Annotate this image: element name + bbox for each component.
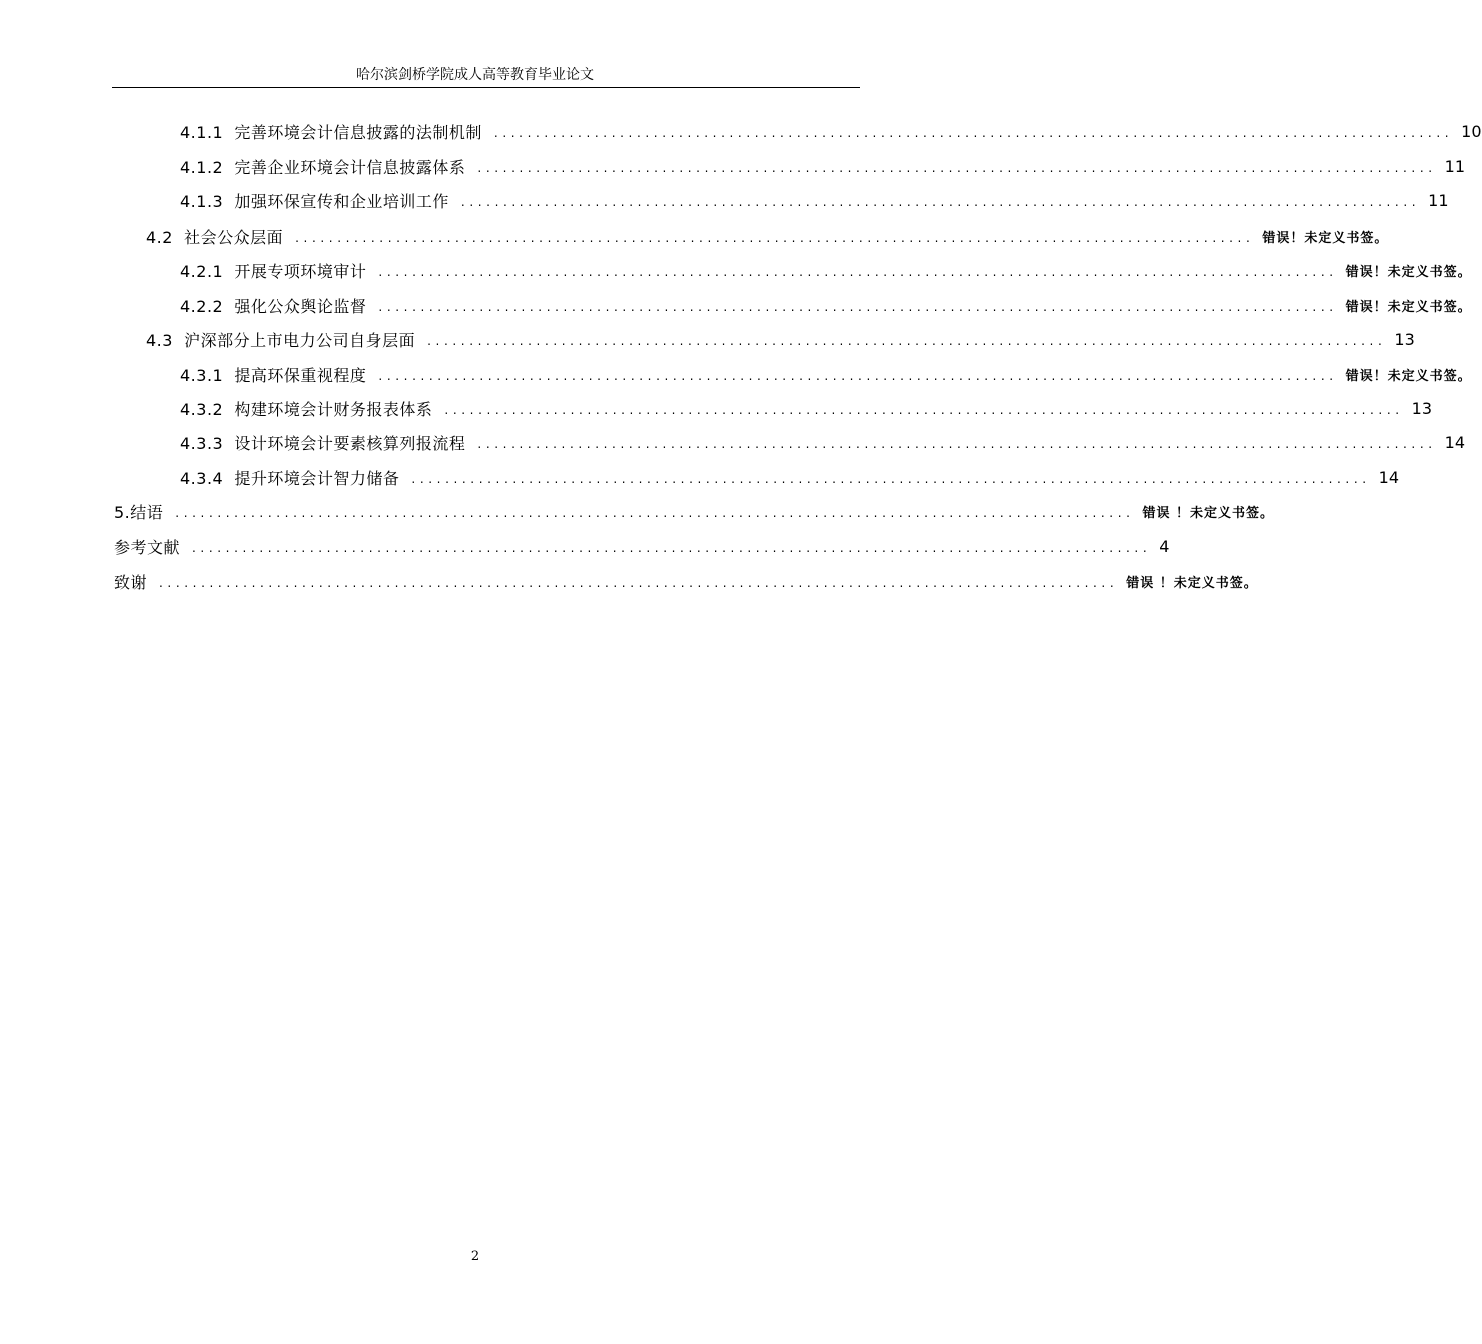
toc-entry-title — [146, 225, 283, 248]
toc-dot-leader: .................................................................................................................. — [192, 541, 1152, 555]
toc-entry-text: 构建环境会计财务报表体系 — [234, 399, 433, 419]
toc-entry-title — [180, 120, 482, 143]
toc-entry-page: 14 — [1444, 432, 1466, 452]
toc-entry-number: 4.3 — [146, 330, 173, 350]
toc-entry-text: 参考文献 — [114, 537, 181, 557]
toc-entry-4-3-2[interactable] — [180, 396, 1433, 420]
toc-entry-title — [180, 363, 366, 386]
toc-entry-title — [180, 259, 366, 282]
toc-dot-leader: .................................................................................................................. — [460, 195, 1421, 209]
toc-entry-page-error: 错误！未定义书签。 — [1345, 368, 1472, 384]
toc-dot-leader: .................................................................................................................. — [477, 161, 1437, 175]
toc-entry-number: 4.1.2 — [180, 157, 224, 177]
toc-dot-leader: .................................................................................................................. — [295, 231, 1255, 245]
toc-entry-title — [114, 535, 180, 558]
toc-entry-title — [114, 500, 163, 523]
toc-entry-text: 完善企业环境会计信息披露体系 — [234, 157, 466, 177]
toc-dot-leader: .................................................................................................................. — [477, 437, 1437, 451]
toc-entry-conclusion[interactable] — [114, 499, 1275, 523]
toc-entry-title — [180, 466, 399, 489]
toc-entry-text: 完善环境会计信息披露的法制机制 — [234, 122, 482, 142]
toc-entry-text: 致谢 — [114, 572, 148, 592]
toc-entry-text: 开展专项环境审计 — [234, 261, 367, 281]
toc-entry-4-2[interactable] — [146, 224, 1389, 248]
toc-entry-number: 4.2 — [146, 227, 173, 247]
toc-entry-page-error: 错误！未定义书签。 — [1345, 299, 1472, 315]
toc-entry-title — [180, 155, 465, 178]
toc-entry-4-1-2[interactable] — [180, 154, 1466, 178]
toc-entry-references[interactable] — [114, 534, 1170, 558]
toc-entry-title — [114, 570, 147, 593]
toc-entry-4-3-3[interactable] — [180, 430, 1466, 454]
toc-entry-text: 社会公众层面 — [184, 227, 284, 247]
table-of-contents — [0, 0, 1482, 620]
toc-entry-title — [180, 294, 366, 317]
toc-entry-text: 沪深部分上市电力公司自身层面 — [184, 330, 416, 350]
toc-entry-page-error: 错误 ！未定义书签。 — [1142, 505, 1275, 521]
toc-dot-leader: .................................................................................................................. — [444, 403, 1404, 417]
toc-entry-page-error: 错误！未定义书签。 — [1262, 230, 1389, 246]
page-number: 2 — [470, 1249, 480, 1264]
toc-entry-page: 4 — [1159, 536, 1170, 556]
toc-dot-leader: .................................................................................................................. — [378, 300, 1338, 314]
toc-entry-page: 10 — [1461, 121, 1482, 141]
toc-entry-4-2-1[interactable] — [180, 258, 1472, 282]
toc-entry-title — [180, 431, 465, 454]
toc-dot-leader: .................................................................................................................. — [493, 126, 1454, 140]
toc-entry-4-2-2[interactable] — [180, 293, 1472, 317]
toc-entry-title — [180, 189, 449, 212]
toc-dot-leader: .................................................................................................................. — [378, 369, 1338, 383]
toc-entry-number: 4.3.1 — [180, 365, 224, 385]
toc-entry-number: 4.1.3 — [180, 191, 224, 211]
toc-entry-4-1-3[interactable] — [180, 188, 1449, 212]
toc-entry-acknowledgements[interactable] — [114, 569, 1258, 593]
toc-dot-leader: .................................................................................................................. — [378, 265, 1338, 279]
toc-entry-number: 4.3.4 — [180, 468, 224, 488]
toc-dot-leader: .................................................................................................................. — [159, 576, 1119, 590]
toc-entry-page-error: 错误 ！未定义书签。 — [1126, 575, 1258, 591]
toc-entry-title — [180, 397, 432, 420]
toc-entry-number: 4.3.2 — [180, 399, 224, 419]
toc-entry-page: 13 — [1394, 329, 1415, 349]
toc-entry-4-3-1[interactable] — [180, 362, 1472, 386]
toc-entry-page: 11 — [1444, 156, 1466, 176]
toc-entry-number: 4.1.1 — [180, 122, 224, 142]
toc-entry-number: 4.2.1 — [180, 261, 224, 281]
toc-entry-number: 4.3.3 — [180, 433, 224, 453]
running-header: 哈尔滨剑桥学院成人高等教育毕业论文 — [356, 67, 594, 83]
toc-dot-leader: .................................................................................................................. — [411, 472, 1371, 486]
toc-entry-page: 13 — [1411, 398, 1433, 418]
toc-entry-number: 5. — [114, 502, 131, 522]
toc-entry-text: 结语 — [130, 502, 164, 522]
toc-entry-page-error: 错误！未定义书签。 — [1345, 264, 1472, 280]
toc-entry-text: 加强环保宣传和企业培训工作 — [234, 191, 449, 211]
toc-entry-number: 4.2.2 — [180, 296, 224, 316]
toc-dot-leader: .................................................................................................................. — [427, 334, 1387, 348]
toc-entry-4-3[interactable] — [146, 327, 1415, 351]
toc-entry-text: 提升环境会计智力储备 — [234, 468, 400, 488]
toc-entry-4-3-4[interactable] — [180, 465, 1400, 489]
toc-entry-text: 强化公众舆论监督 — [234, 296, 367, 316]
toc-entry-page: 14 — [1378, 467, 1400, 487]
toc-dot-leader: .................................................................................................................. — [175, 506, 1135, 520]
toc-entry-page: 11 — [1428, 190, 1449, 210]
toc-entry-title — [146, 328, 415, 351]
toc-entry-text: 提高环保重视程度 — [234, 365, 367, 385]
toc-entry-text: 设计环境会计要素核算列报流程 — [234, 433, 466, 453]
toc-entry-4-1-1[interactable] — [180, 119, 1482, 143]
